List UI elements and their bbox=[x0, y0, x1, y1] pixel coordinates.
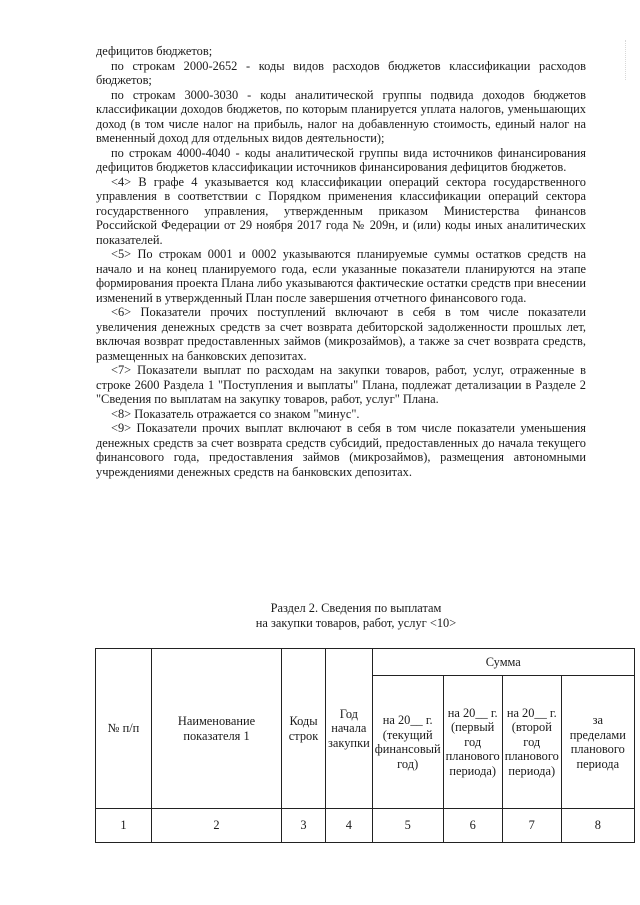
body-text bbox=[96, 44, 586, 479]
header-cell-second-plan-year: на 20__ г. (второй год планового периода) bbox=[502, 676, 561, 809]
footnote-5: <5> По строкам 0001 и 0002 указываются планируемые суммы остатков средств на начало и на конец планируемого года, если указанные показатели планируются на этапе формирования проекта Плана либо указываются фактические остатки средств при внесении изменений в утвержденный План после завершения отчетного финансового года. bbox=[96, 247, 586, 305]
header-cell-name: Наименование показателя 1 bbox=[152, 649, 282, 809]
header-cell-number: № п/п bbox=[96, 649, 152, 809]
scan-artifact bbox=[622, 40, 626, 80]
column-number-cell: 8 bbox=[561, 809, 634, 843]
header-cell-codes: Коды строк bbox=[282, 649, 326, 809]
payments-table bbox=[95, 648, 635, 843]
column-number-cell: 6 bbox=[443, 809, 502, 843]
footnote-9: <9> Показатели прочих выплат включают в себя в том числе показатели уменьшения денежных средств за счет возврата средств субсидий, предоставленных до начала текущего финансового года, предоставления займов (микрозаймов), размещения автономными учреждениями денежных средств на банковских депозитах. bbox=[96, 421, 586, 479]
header-cell-sum: Сумма bbox=[372, 649, 634, 676]
column-number-cell: 4 bbox=[326, 809, 373, 843]
header-cell-first-plan-year: на 20__ г. (первый год планового периода) bbox=[443, 676, 502, 809]
paragraph: по строкам 3000-3030 - коды аналитической группы подвида доходов бюджетов классификации доходов бюджетов, по которым планируется уплата налогов, уменьшающих доход (в том числе налог на прибыль, налог на добавленную стоимость, единый налог на вмененный доход для отдельных видов деятельности); bbox=[96, 87, 586, 145]
column-number-cell: 7 bbox=[502, 809, 561, 843]
section-title-line2: на закупки товаров, работ, услуг <10> bbox=[255, 616, 457, 630]
footnote-8: <8> Показатель отражается со знаком "минус". bbox=[111, 406, 360, 421]
column-number-cell: 5 bbox=[372, 809, 443, 843]
header-cell-year: Год начала закупки bbox=[326, 649, 373, 809]
paragraph: по строкам 4000-4040 - коды аналитической группы вида источников финансирования дефицитов бюджетов классификации источников финансирования дефицитов бюджетов. bbox=[96, 145, 586, 174]
footnote-4: <4> В графе 4 указывается код классификации операций сектора государственного управления в соответствии с Порядком применения классификации операций сектора государственного управления, утвержденным приказом Министерства финансов Российской Федерации от 29 ноября 2017 года № 209н, и (или) коды иных аналитических показателей. bbox=[96, 174, 586, 247]
paragraph: дефицитов бюджетов; bbox=[96, 44, 213, 58]
header-cell-current-year: на 20__ г. (текущий финансовый год) bbox=[372, 676, 443, 809]
footnote-6: <6> Показатели прочих поступлений включают в себя в том числе показатели увеличения денежных средств за счет возврата дебиторской задолженности прошлых лет, включая возврат предоставленных займов (микрозаймов), а также за счет возврата средств, размещенных на банковских депозитах. bbox=[96, 305, 586, 363]
footnote-7: <7> Показатели выплат по расходам на закупки товаров, работ, услуг, отраженные в строке 2600 Раздела 1 "Поступления и выплаты" Плана, подлежат детализации в Разделе 2 "Сведения по выплатам на закупку товаров, работ, услуг" Плана. bbox=[96, 363, 586, 406]
section-title-line1: Раздел 2. Сведения по выплатам bbox=[270, 601, 442, 615]
column-number-cell: 1 bbox=[96, 809, 152, 843]
paragraph: по строкам 2000-2652 - коды видов расходов бюджетов классификации расходов бюджетов; bbox=[96, 58, 586, 87]
section-title bbox=[96, 601, 616, 631]
column-number-cell: 3 bbox=[282, 809, 326, 843]
column-number-cell: 2 bbox=[152, 809, 282, 843]
header-cell-beyond-plan: за пределами планового периода bbox=[561, 676, 634, 809]
